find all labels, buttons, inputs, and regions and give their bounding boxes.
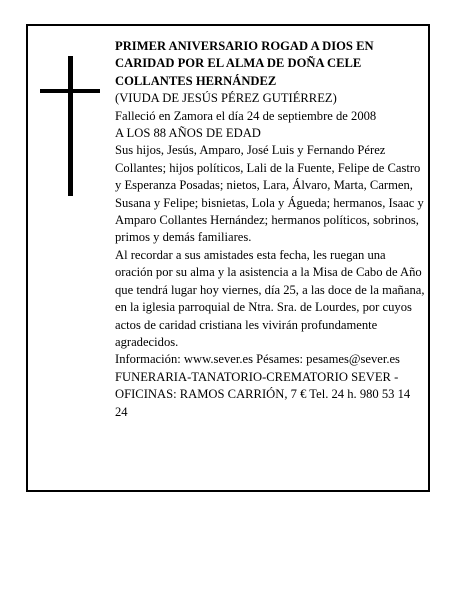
notice-heading: PRIMER ANIVERSARIO ROGAD A DIOS EN CARIDAD POR EL ALMA DE DOÑA CELE COLLANTES HERNÁNDEZ (115, 39, 374, 88)
widow-line: (VIUDA DE JESÚS PÉREZ GUTIÉRREZ) (115, 91, 337, 106)
family-paragraph: Sus hijos, Jesús, Amparo, José Luis y Fernando Pérez Collantes; hijos políticos, Lali de la Fuente, Felipe de Castro y Esperanza Posadas; nietos, Lara, Álvaro, Marta, Carmen, Susana y Felipe; bisnietas, Lola y Águeda; hermanos, Isaac y Amparo Collantes Hernández; hermanos políticos, sobrinos, primos y demás familiares. (115, 143, 424, 245)
info-line: Información: www.sever.es Pésames: pesames@sever.es (115, 352, 400, 367)
cross-vertical-bar (68, 56, 73, 196)
funeral-home-line: FUNERARIA-TANATORIO-CREMATORIO SEVER - OFICINAS: RAMOS CARRIÓN, 7 € Tel. 24 h. 980 53 14 24 (115, 369, 411, 419)
death-line: Falleció en Zamora el día 24 de septiembre de 2008 (115, 108, 377, 123)
cross-horizontal-bar (40, 89, 100, 93)
obituary-notice (26, 24, 430, 492)
notice-content (115, 38, 425, 421)
mass-paragraph: Al recordar a sus amistades esta fecha, les ruegan una oración por su alma y la asistencia a la Misa de Cabo de Año que tendrá lugar hoy viernes, día 25, a las doce de la mañana, en la iglesia parroquial de Ntra. Sra. de Lourdes, por cuyos actos de caridad cristiana les vivirán profundamente agradecidos. (115, 247, 425, 349)
age-line: A LOS 88 AÑOS DE EDAD (115, 126, 261, 141)
